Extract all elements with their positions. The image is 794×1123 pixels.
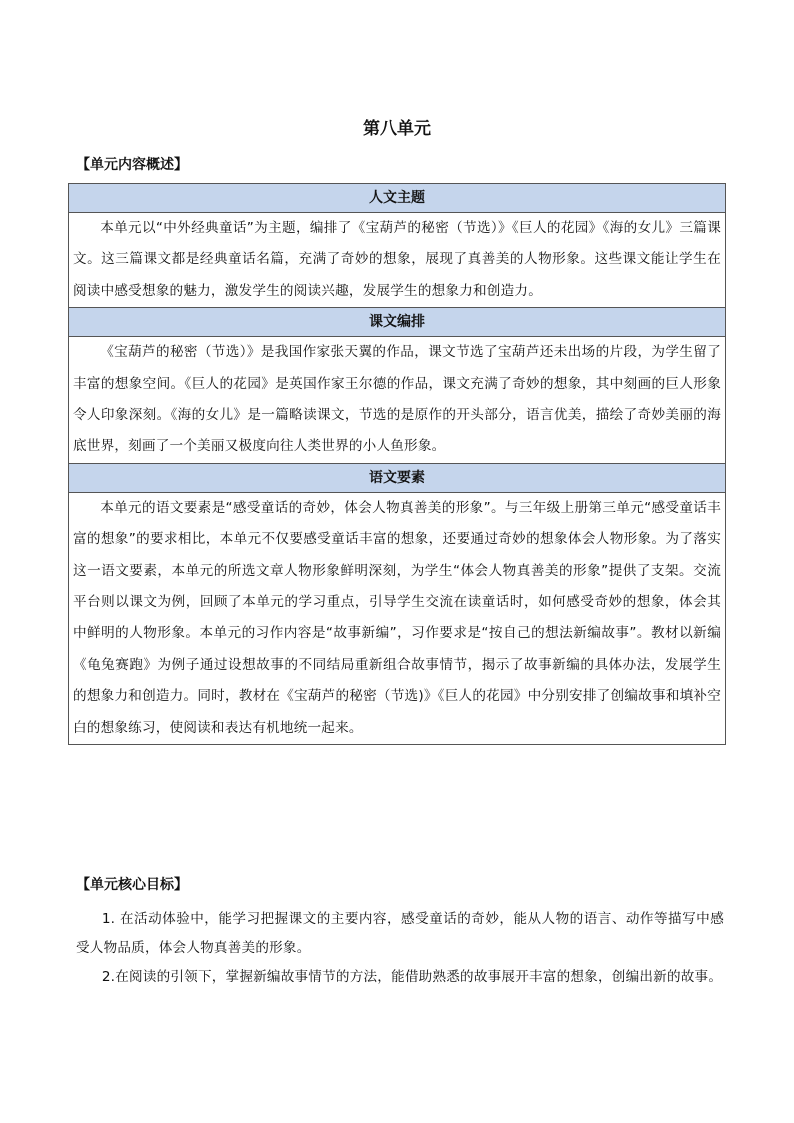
table-row xyxy=(69,463,726,492)
section-header-elements: 语文要素 xyxy=(69,463,726,492)
overview-heading: 【单元内容概述】 xyxy=(76,157,188,173)
goal-item-1: 1. 在活动体验中，能学习把握课文的主要内容，感受童话的奇妙，能从人物的语言、动作等描写中感受人物品质，体会人物真善美的形象。 xyxy=(76,911,724,956)
goals-heading: 【单元核心目标】 xyxy=(76,877,188,893)
goal-item-2: 2.在阅读的引领下，掌握新编故事情节的方法，能借助熟悉的故事展开丰富的想象，创编出新的故事。 xyxy=(101,969,723,985)
section-body-arrangement: 《宝葫芦的秘密（节选）》是我国作家张天翼的作品，课文节选了宝葫芦还未出场的片段，为学生留了丰富的想象空间。《巨人的花园》是英国作家王尔德的作品，课文充满了奇妙的想象，其中刻画的巨人形象令人印象深刻。《海的女儿》是一篇略读课文，节选的是原作的开头部分，语言优美，描绘了奇妙美丽的海底世界，刻画了一个美丽又极度向往人类世界的小人鱼形象。 xyxy=(69,337,726,464)
section-body-theme: 本单元以“中外经典童话”为主题，编排了《宝葫芦的秘密（节选）》《巨人的花园》《海的女儿》三篇课文。这三篇课文都是经典童话名篇，充满了奇妙的想象，展现了真善美的人物形象。这些课文能让学生在阅读中感受想象的魅力，激发学生的阅读兴趣，发展学生的想象力和创造力。 xyxy=(69,213,726,308)
section-header-theme: 人文主题 xyxy=(69,184,726,213)
page-title: 第八单元 xyxy=(363,119,431,139)
overview-table xyxy=(68,183,726,745)
table-row xyxy=(69,337,726,464)
table-row xyxy=(69,213,726,308)
section-header-arrangement: 课文编排 xyxy=(69,308,726,337)
table-row xyxy=(69,492,726,744)
section-body-elements: 本单元的语文要素是“感受童话的奇妙，体会人物真善美的形象”。与三年级上册第三单元“感受童话丰富的想象”的要求相比，本单元不仅要感受童话丰富的想象，还要通过奇妙的想象体会人物形象。为了落实这一语文要素，本单元的所选文章人物形象鲜明深刻，为学生“体会人物真善美的形象”提供了支架。交流平台则以课文为例，回顾了本单元的学习重点，引导学生交流在读童话时，如何感受奇妙的想象，体会其中鲜明的人物形象。本单元的习作内容是“故事新编”，习作要求是“按自己的想法新编故事”。教材以新编《龟兔赛跑》为例子通过设想故事的不同结局重新组合故事情节，揭示了故事新编的具体办法，发展学生的想象力和创造力。同时，教材在《宝葫芦的秘密（节选)》《巨人的花园》中分别安排了创编故事和填补空白的想象练习，使阅读和表达有机地统一起来。 xyxy=(69,492,726,744)
table-row xyxy=(69,184,726,213)
goals-list xyxy=(76,905,724,992)
table-row xyxy=(69,308,726,337)
